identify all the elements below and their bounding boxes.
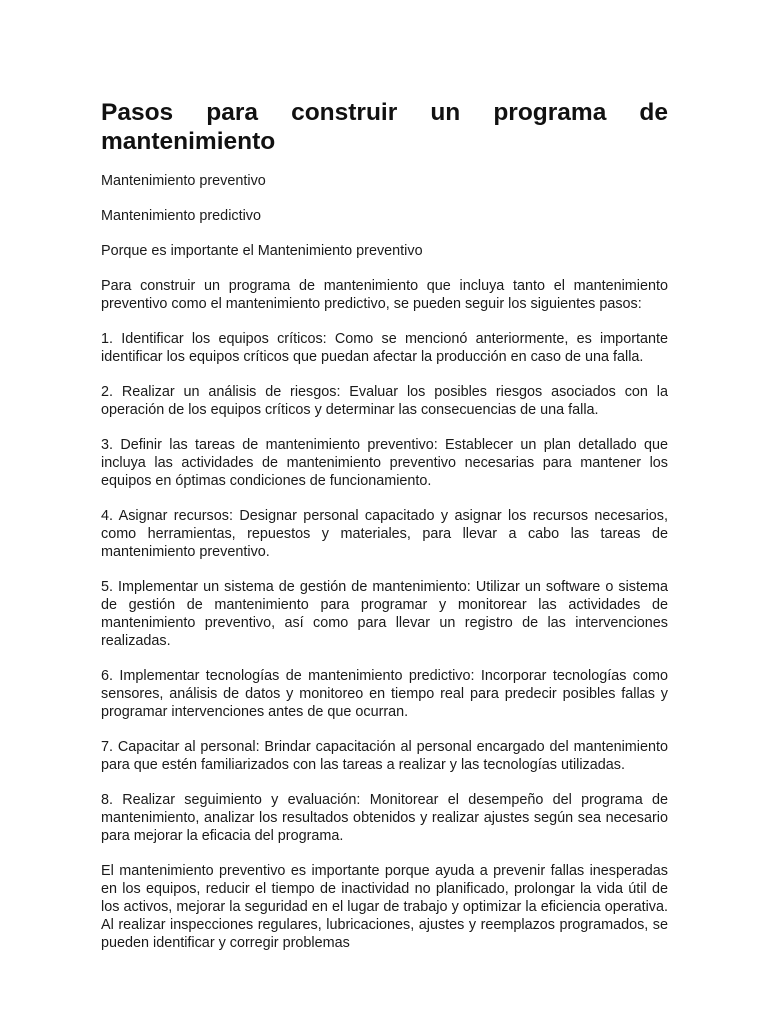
paragraph-step-8: 8. Realizar seguimiento y evaluación: Monitorear el desempeño del programa de mantenimiento, analizar los resultados obtenidos y realizar ajustes según sea necesario para mejorar la eficacia del programa. bbox=[101, 792, 668, 844]
paragraph-step-2: 2. Realizar un análisis de riesgos: Evaluar los posibles riesgos asociados con la operación de los equipos críticos y determinar las consecuencias de una falla. bbox=[101, 384, 668, 418]
paragraph-conclusion: El mantenimiento preventivo es importante porque ayuda a prevenir fallas inesperadas en los equipos, reducir el tiempo de inactividad no planificado, prolongar la vida útil de los activos, mejorar la seguridad en el lugar de trabajo y optimizar la eficiencia operativa. Al realizar inspecciones regulares, lubricaciones, ajustes y reemplazos programados, se pueden identificar y corregir problemas bbox=[101, 863, 668, 951]
paragraph-step-6: 6. Implementar tecnologías de mantenimiento predictivo: Incorporar tecnologías como sensores, análisis de datos y monitoreo en tiempo real para predecir posibles fallas y programar intervenciones antes de que ocurran. bbox=[101, 668, 668, 720]
paragraph-step-7: 7. Capacitar al personal: Brindar capacitación al personal encargado del mantenimiento para que estén familiarizados con las tareas a realizar y las tecnologías utilizadas. bbox=[101, 739, 668, 773]
paragraph-step-1: 1. Identificar los equipos críticos: Como se mencionó anteriormente, es importante identificar los equipos críticos que puedan afectar la producción en caso de una falla. bbox=[101, 331, 668, 365]
paragraph-importance-heading: Porque es importante el Mantenimiento preventivo bbox=[101, 243, 423, 259]
paragraph-step-3: 3. Definir las tareas de mantenimiento preventivo: Establecer un plan detallado que incluya las actividades de mantenimiento preventivo necesarias para mantener los equipos en óptimas condiciones de funcionamiento. bbox=[101, 437, 668, 489]
document-title: Pasos para construir un programa de mantenimiento bbox=[101, 99, 668, 155]
paragraph-predictive-heading: Mantenimiento predictivo bbox=[101, 208, 261, 224]
document-page bbox=[101, 98, 668, 969]
paragraph-step-5: 5. Implementar un sistema de gestión de mantenimiento: Utilizar un software o sistema de gestión de mantenimiento para programar y monitorear las actividades de mantenimiento preventivo, así como para llevar un registro de las intervenciones realizadas. bbox=[101, 579, 668, 649]
paragraph-step-4: 4. Asignar recursos: Designar personal capacitado y asignar los recursos necesarios, como herramientas, repuestos y materiales, para llevar a cabo las tareas de mantenimiento preventivo. bbox=[101, 508, 668, 560]
paragraph-intro: Para construir un programa de mantenimiento que incluya tanto el mantenimiento preventivo como el mantenimiento predictivo, se pueden seguir los siguientes pasos: bbox=[101, 278, 668, 312]
paragraph-preventive-heading: Mantenimiento preventivo bbox=[101, 173, 266, 189]
